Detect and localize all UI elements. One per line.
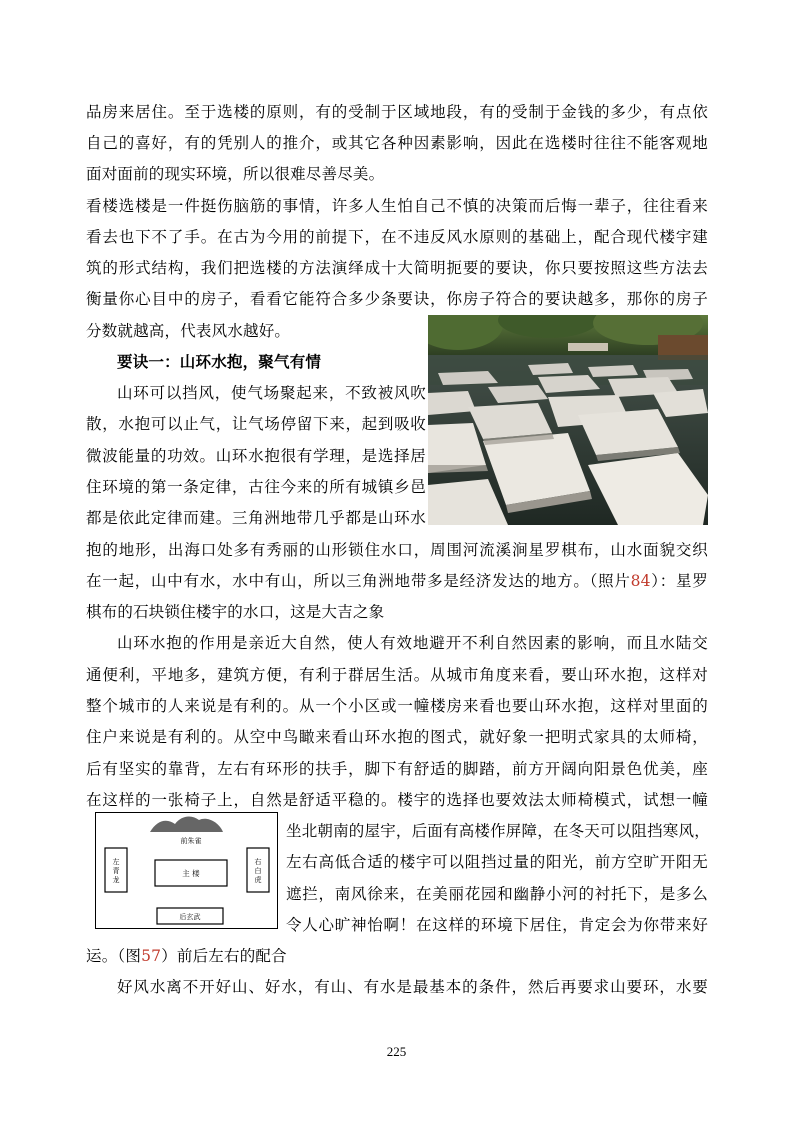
text-line: [86, 571, 708, 591]
text-line: 左右高低合适的楼宇可以阻挡过量的阳光，前方空旷开阳无: [286, 853, 708, 871]
text-line: 住环境的第一条定律，古往今来的所有城镇乡邑: [86, 478, 426, 496]
right-label-a: 右: [254, 858, 262, 866]
text-span: ）前后左右的配合: [161, 947, 287, 965]
text-line: 分数就越高，代表风水越好。: [86, 322, 291, 340]
text-line: 后有坚实的靠背，左右有环形的扶手，脚下有舒适的脚踏，前方开阔向阳景色优美，座: [86, 760, 708, 778]
text-span: ）：星罗: [650, 572, 708, 590]
text-line: 看楼选楼是一件挺伤脑筋的事情，许多人生怕自己不慎的决策而后悔一辈子，往往看来: [86, 197, 708, 215]
text-span: 在一起，山中有水，水中有山，所以三角洲地带多是经济发达的地方。（照片: [86, 572, 631, 590]
text-line: 抱的地形，出海口处多有秀丽的山形锁住水口，周围河流溪涧星罗棋布，山水面貌交织: [86, 541, 708, 559]
back-label: 后玄武: [179, 913, 201, 921]
photo-reference: 84: [630, 572, 651, 590]
text-line: 整个城市的人来说是有利的。从一个小区或一幢楼房来看也要山环水抱，这样对里面的: [86, 697, 708, 715]
figure-caption-line: [86, 946, 287, 966]
text-line: 通便利，平地多，建筑方便，有利于群居生活。从城市角度来看，要山环水抱，这样对: [86, 666, 708, 684]
text-line: 住户来说是有利的。从空中鸟瞰来看山环水抱的图式，就好象一把明式家具的太师椅，: [86, 728, 708, 746]
page-number: 225: [386, 1044, 407, 1059]
right-label-b: 白: [254, 867, 262, 875]
text-line: 棋布的石块锁住楼宇的水口，这是大吉之象: [86, 603, 385, 621]
text-line: 好风水离不开好山、好水，有山、有水是最基本的条件，然后再要求山要环，水要: [117, 978, 708, 996]
text-line: 山环水抱的作用是亲近大自然，使人有效地避开不利自然因素的影响，而且水陆交: [117, 634, 708, 652]
text-line: 衡量你心目中的房子，看看它能符合多少条要诀，你房子符合的要诀越多，那你的房子: [86, 290, 708, 308]
text-line: 在这样的一张椅子上，自然是舒适平稳的。楼宇的选择也要效法太师椅模式，试想一幢: [86, 791, 708, 809]
text-span: 运。（图: [86, 947, 142, 965]
text-line: 看去也下不了手。在古为今用的前提下，在不违反风水原则的基础上，配合现代楼宇建: [86, 228, 708, 246]
text-line: 微波能量的功效。山环水抱很有学理，是选择居: [86, 447, 426, 465]
text-line: 坐北朝南的屋宇，后面有高楼作屏障，在冬天可以阻挡寒风，: [286, 822, 710, 840]
text-line: 品房来居住。至于选楼的原则，有的受制于区域地段，有的受制于金钱的多少，有点依: [86, 103, 708, 121]
text-line: 散，水抱可以止气，让气场停留下来，起到吸收: [86, 415, 426, 433]
text-line: 自己的喜好，有的凭别人的推介，或其它各种因素影响，因此在选楼时往往不能客观地: [86, 134, 708, 152]
right-label-c: 虎: [254, 876, 262, 884]
stepping-stones-photo: [428, 315, 708, 525]
text-line: 筑的形式结构，我们把选楼的方法演绎成十大简明扼要的要诀，你只要按照这些方法去: [86, 259, 708, 277]
text-line: 令人心旷神怡啊！在这样的环境下居住，肯定会为你带来好: [286, 916, 708, 934]
text-line: 山环可以挡风，使气场聚起来，不致被风吹: [117, 384, 426, 402]
section-heading: 要诀一：山环水抱，聚气有情: [117, 352, 322, 371]
figure-reference: 57: [141, 947, 162, 965]
left-label-b: 青: [112, 867, 120, 875]
main-building-label: 主 楼: [182, 869, 200, 878]
text-line: 都是依此定律而建。三角洲地带几乎都是山环水: [86, 509, 426, 527]
text-line: 遮拦，南风徐来，在美丽花园和幽静小河的衬托下，是多么: [286, 885, 708, 903]
left-label-a: 左: [112, 858, 120, 866]
front-label: 前朱雀: [180, 837, 202, 845]
four-directions-diagram: [95, 812, 278, 929]
text-line: 面对面前的现实环境，所以很难尽善尽美。: [86, 165, 385, 183]
left-label-c: 龙: [112, 876, 120, 884]
